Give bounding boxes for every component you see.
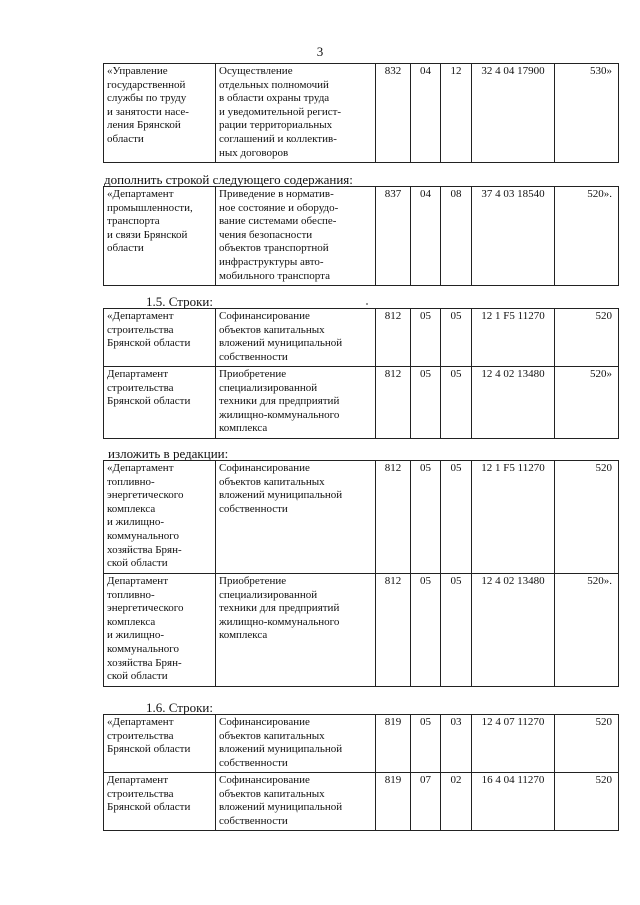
budget-table-block-3: [103, 308, 619, 439]
cell-organization-line: Брянской области: [107, 801, 191, 814]
cell-purpose-line: Софинансирование: [219, 774, 310, 786]
cell-organization-line: комплекса: [107, 502, 156, 515]
cell-organization-line: хозяйства Брян-: [107, 543, 182, 556]
cell-organization: [104, 715, 216, 773]
cell-expense-type: 520: [555, 715, 619, 773]
cell-purpose-line: Осуществление: [219, 65, 293, 77]
cell-purpose-line: собственности: [219, 756, 288, 769]
cell-subsection: 12: [441, 64, 472, 163]
cell-purpose-line: объектов транспортной: [219, 242, 329, 255]
cell-organization-line: топливно-: [107, 475, 155, 488]
cell-target-article: 32 4 04 17900: [472, 64, 555, 163]
cell-purpose: [216, 309, 376, 367]
cell-purpose-line: техники для предприятий: [219, 602, 340, 615]
cell-subsection: 03: [441, 715, 472, 773]
cell-organization-line: Брянской области: [107, 743, 191, 756]
cell-organization-line: энергетического: [107, 602, 184, 615]
cell-organization-line: ления Брянской: [107, 119, 181, 132]
cell-ministry-code: 812: [376, 367, 411, 439]
cell-organization-line: коммунального: [107, 529, 179, 542]
cell-organization-line: ской области: [107, 557, 168, 570]
cell-purpose-line: инфраструктуры авто-: [219, 255, 324, 268]
cell-purpose: [216, 773, 376, 831]
cell-organization-line: и жилищно-: [107, 516, 165, 529]
cell-purpose-line: Софинансирование: [219, 310, 310, 322]
cell-organization-line: комплекса: [107, 615, 156, 628]
cell-target-article: 12 1 F5 11270: [472, 309, 555, 367]
cell-organization-line: и связи Брянской: [107, 228, 188, 241]
caption-section-1-6: 1.6. Строки:: [146, 700, 213, 715]
cell-purpose-line: объектов капитальных: [219, 323, 325, 336]
cell-purpose-line: техники для предприятий: [219, 395, 340, 408]
cell-section: 05: [411, 367, 441, 439]
cell-purpose-line: ных договоров: [219, 146, 289, 159]
cell-target-article: 12 4 07 11270: [472, 715, 555, 773]
cell-section: 05: [411, 461, 441, 574]
table-row: [104, 574, 619, 687]
cell-organization: [104, 461, 216, 574]
cell-purpose-line: специализированной: [219, 381, 318, 394]
cell-organization-line: Брянской области: [107, 337, 191, 350]
cell-organization: [104, 64, 216, 163]
cell-organization: [104, 367, 216, 439]
cell-expense-type: 520: [555, 309, 619, 367]
cell-ministry-code: 812: [376, 574, 411, 687]
cell-purpose: [216, 574, 376, 687]
cell-section: 04: [411, 187, 441, 286]
cell-expense-type: 520: [555, 773, 619, 831]
cell-organization-line: и занятости насе-: [107, 105, 189, 118]
cell-purpose-line: Софинансирование: [219, 462, 310, 474]
cell-purpose-line: вложений муниципальной: [219, 743, 343, 756]
cell-target-article: 12 4 02 13480: [472, 574, 555, 687]
cell-organization-line: строительства: [107, 787, 174, 800]
cell-purpose-line: Приобретение: [219, 368, 287, 380]
cell-subsection: 05: [441, 461, 472, 574]
cell-organization-line: строительства: [107, 381, 174, 394]
table-row: [104, 187, 619, 286]
cell-organization-line: «Департамент: [107, 716, 174, 728]
cell-purpose-line: Приобретение: [219, 575, 287, 587]
cell-purpose-line: объектов капитальных: [219, 475, 325, 488]
cell-subsection: 05: [441, 309, 472, 367]
budget-table-block-4: [103, 460, 619, 687]
cell-ministry-code: 832: [376, 64, 411, 163]
cell-purpose-line: чения безопасности: [219, 228, 313, 241]
cell-purpose-line: соглашений и коллектив-: [219, 132, 337, 145]
cell-purpose: [216, 367, 376, 439]
cell-purpose-line: вложений муниципальной: [219, 337, 343, 350]
cell-ministry-code: 812: [376, 461, 411, 574]
cell-target-article: 12 4 02 13480: [472, 367, 555, 439]
caption-section-1-5: 1.5. Строки:: [146, 294, 213, 309]
cell-purpose-line: вложений муниципальной: [219, 801, 343, 814]
cell-purpose-line: объектов капитальных: [219, 787, 325, 800]
page-number: 3: [316, 44, 324, 59]
cell-organization-line: «Департамент: [107, 462, 174, 474]
cell-organization-line: строительства: [107, 323, 174, 336]
cell-section: 04: [411, 64, 441, 163]
cell-subsection: 05: [441, 367, 472, 439]
cell-section: 05: [411, 574, 441, 687]
cell-purpose-line: Софинансирование: [219, 716, 310, 728]
cell-section: 05: [411, 715, 441, 773]
table-row: [104, 461, 619, 574]
cell-organization-line: хозяйства Брян-: [107, 656, 182, 669]
cell-expense-type: 530»: [555, 64, 619, 163]
cell-organization-line: Брянской области: [107, 395, 191, 408]
cell-ministry-code: 819: [376, 715, 411, 773]
cell-subsection: 08: [441, 187, 472, 286]
caption-new-wording: изложить в редакции:: [108, 446, 229, 461]
cell-ministry-code: 812: [376, 309, 411, 367]
cell-purpose: [216, 715, 376, 773]
cell-purpose-line: жилищно-коммунального: [219, 408, 340, 421]
cell-purpose-line: комплекса: [219, 629, 268, 642]
cell-organization-line: Департамент: [107, 774, 169, 786]
cell-section: 07: [411, 773, 441, 831]
cell-purpose-line: ное состояние и оборудо-: [219, 201, 339, 214]
cell-organization: [104, 187, 216, 286]
cell-target-article: 37 4 03 18540: [472, 187, 555, 286]
cell-purpose-line: мобильного транспорта: [219, 269, 330, 282]
cell-organization-line: Департамент: [107, 368, 169, 380]
table-row: [104, 715, 619, 773]
cell-organization-line: и жилищно-: [107, 629, 165, 642]
table-row: [104, 64, 619, 163]
cell-organization: [104, 309, 216, 367]
cell-organization-line: службы по труду: [107, 92, 187, 105]
cell-purpose: [216, 64, 376, 163]
cell-organization-line: коммунального: [107, 642, 179, 655]
cell-organization-line: топливно-: [107, 588, 155, 601]
cell-purpose-line: собственности: [219, 814, 288, 827]
cell-purpose-line: объектов капитальных: [219, 729, 325, 742]
budget-table-block-1: [103, 63, 619, 163]
cell-purpose: [216, 461, 376, 574]
cell-purpose-line: и уведомительной регист-: [219, 105, 342, 118]
table-row: [104, 773, 619, 831]
cell-purpose-line: специализированной: [219, 588, 318, 601]
cell-purpose-line: Приведение в норматив-: [219, 188, 334, 200]
cell-organization: [104, 574, 216, 687]
cell-ministry-code: 819: [376, 773, 411, 831]
cell-organization-line: государственной: [107, 78, 186, 91]
cell-purpose-line: вание системами обеспе-: [219, 215, 337, 228]
cell-section: 05: [411, 309, 441, 367]
cell-organization-line: «Департамент: [107, 310, 174, 322]
cell-organization-line: ской области: [107, 670, 168, 683]
cell-subsection: 02: [441, 773, 472, 831]
cell-expense-type: 520».: [555, 574, 619, 687]
scan-speck: [366, 303, 368, 305]
cell-organization-line: «Управление: [107, 65, 168, 77]
cell-purpose-line: вложений муниципальной: [219, 489, 343, 502]
cell-target-article: 12 1 F5 11270: [472, 461, 555, 574]
cell-purpose-line: жилищно-коммунального: [219, 615, 340, 628]
cell-organization-line: строительства: [107, 729, 174, 742]
cell-expense-type: 520»: [555, 367, 619, 439]
table-row: [104, 367, 619, 439]
cell-purpose-line: рации территориальных: [219, 119, 333, 132]
cell-purpose-line: в области охраны труда: [219, 92, 330, 105]
budget-table-block-5: [103, 714, 619, 831]
budget-table-block-2: [103, 186, 619, 286]
cell-purpose-line: отдельных полномочий: [219, 78, 329, 91]
cell-organization-line: области: [107, 242, 144, 255]
cell-purpose: [216, 187, 376, 286]
caption-add-row: дополнить строкой следующего содержания:: [104, 172, 353, 187]
cell-purpose-line: собственности: [219, 502, 288, 515]
cell-organization-line: области: [107, 132, 144, 145]
cell-organization-line: энергетического: [107, 489, 184, 502]
cell-organization-line: «Департамент: [107, 188, 174, 200]
cell-organization-line: транспорта: [107, 215, 160, 228]
cell-ministry-code: 837: [376, 187, 411, 286]
cell-target-article: 16 4 04 11270: [472, 773, 555, 831]
cell-subsection: 05: [441, 574, 472, 687]
cell-expense-type: 520».: [555, 187, 619, 286]
table-row: [104, 309, 619, 367]
cell-expense-type: 520: [555, 461, 619, 574]
cell-purpose-line: комплекса: [219, 422, 268, 435]
cell-purpose-line: собственности: [219, 350, 288, 363]
cell-organization-line: промышленности,: [107, 201, 193, 214]
cell-organization: [104, 773, 216, 831]
cell-organization-line: Департамент: [107, 575, 169, 587]
